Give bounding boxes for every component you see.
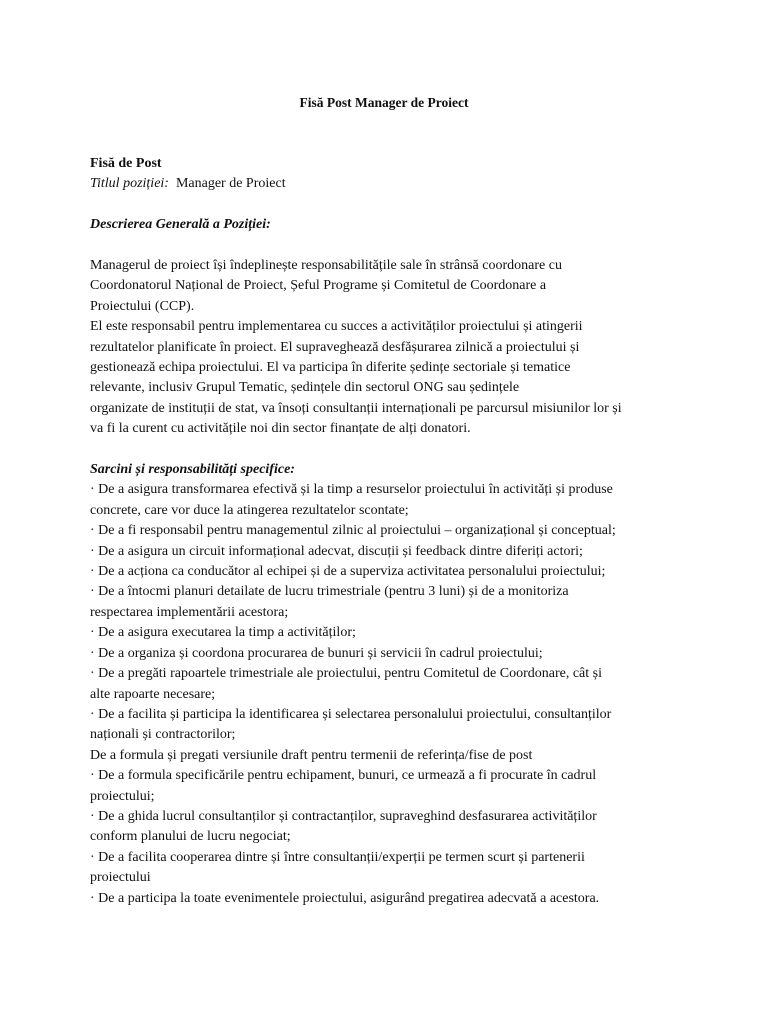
position-value: Manager de Proiect xyxy=(175,176,286,192)
general-description-heading: Descrierea Generală a Poziției: xyxy=(90,217,271,233)
document-body xyxy=(90,154,650,909)
list-item: · De a acționa ca conducător al echipei și de a superviza activitatea personalului proiectului; xyxy=(90,564,606,580)
paragraph-line: rezultatelor planificate în proiect. El supraveghează desfășurarea zilnică a proiectului și xyxy=(90,339,580,355)
paragraph-line: El este responsabil pentru implementarea cu succes a activităților proiectului și atingerii xyxy=(90,319,583,335)
paragraph-line: va fi la curent cu activitățile noi din sector finanțate de alți donatori. xyxy=(90,421,471,437)
paragraph-line: gestionează echipa proiectului. El va participa în diferite ședințe sectoriale și tematice xyxy=(90,360,571,376)
spacer xyxy=(90,440,650,460)
list-item: · De a formula specificările pentru echipament, bunuri, ce urmează a fi procurate în cadrul xyxy=(90,768,597,784)
list-item: · De a participa la toate evenimentele proiectului, asigurând pregatirea adecvată a acestora. xyxy=(90,890,600,906)
tasks-heading: Sarcini și responsabilități specifice: xyxy=(90,462,295,478)
paragraph-line: relevante, inclusiv Grupul Tematic, ședințele din sectorul ONG sau ședințele xyxy=(90,380,520,396)
list-item: respectarea implementării acestora; xyxy=(90,604,289,620)
list-item: · De a pregăti rapoartele trimestriale ale proiectului, pentru Comitetul de Coordonare, cât și xyxy=(90,666,602,682)
list-item: · De a asigura transformarea efectivă și la timp a resurselor proiectului în activități și produse xyxy=(90,482,613,498)
list-item: · De a asigura executarea la timp a activităților; xyxy=(90,625,356,641)
list-item: · De a ghida lucrul consultanților și contractanților, supraveghind desfasurarea activităților xyxy=(90,808,597,824)
list-item: De a formula și pregati versiunile draft pentru termenii de referința/fise de post xyxy=(90,747,533,763)
section-heading: Fisă de Post xyxy=(90,156,162,171)
list-item: · De a întocmi planuri detailate de lucru trimestriale (pentru 3 luni) și de a monitoriza xyxy=(90,584,569,600)
list-item: naționali și contractorilor; xyxy=(90,727,236,743)
list-item: · De a organiza și coordona procurarea de bunuri și servicii în cadrul proiectului; xyxy=(90,645,543,661)
list-item: · De a facilita și participa la identificarea și selectarea personalului proiectului, consultanților xyxy=(90,706,612,722)
list-item: alte rapoarte necesare; xyxy=(90,686,216,702)
list-item: · De a asigura un circuit informațional adecvat, discuții și feedback dintre diferiți actori; xyxy=(90,543,583,559)
paragraph-line: Proiectului (CCP). xyxy=(90,298,195,314)
position-label: Titlul poziției: xyxy=(90,176,169,192)
paragraph-line: Coordonatorul Național de Proiect, Șeful Programe și Comitetul de Coordonare a xyxy=(90,278,547,294)
list-item: proiectului xyxy=(90,870,151,886)
general-description xyxy=(90,256,650,440)
spacer xyxy=(90,236,650,256)
list-item: proiectului; xyxy=(90,788,155,804)
paragraph-line: Managerul de proiect își îndeplinește responsabilitățile sale în strânsă coordonare cu xyxy=(90,258,562,273)
position-row xyxy=(90,174,650,194)
list-item: · De a facilita cooperarea dintre și între consultanții/experții pe termen scurt și partenerii xyxy=(90,849,585,865)
tasks-list xyxy=(90,480,650,909)
list-item: · De a fi responsabil pentru managementul zilnic al proiectului – organizațional și conceptual; xyxy=(90,523,616,539)
paragraph-line: organizate de instituții de stat, va însoți consultanții internaționali pe parcursul misiunilor lor și xyxy=(90,400,622,416)
spacer xyxy=(90,195,650,215)
list-item: concrete, care vor duce la atingerea rezultatelor scontate; xyxy=(90,502,409,518)
document-title: Fisă Post Manager de Proiect xyxy=(299,95,469,110)
list-item: conform planului de lucru negociat; xyxy=(90,829,291,845)
